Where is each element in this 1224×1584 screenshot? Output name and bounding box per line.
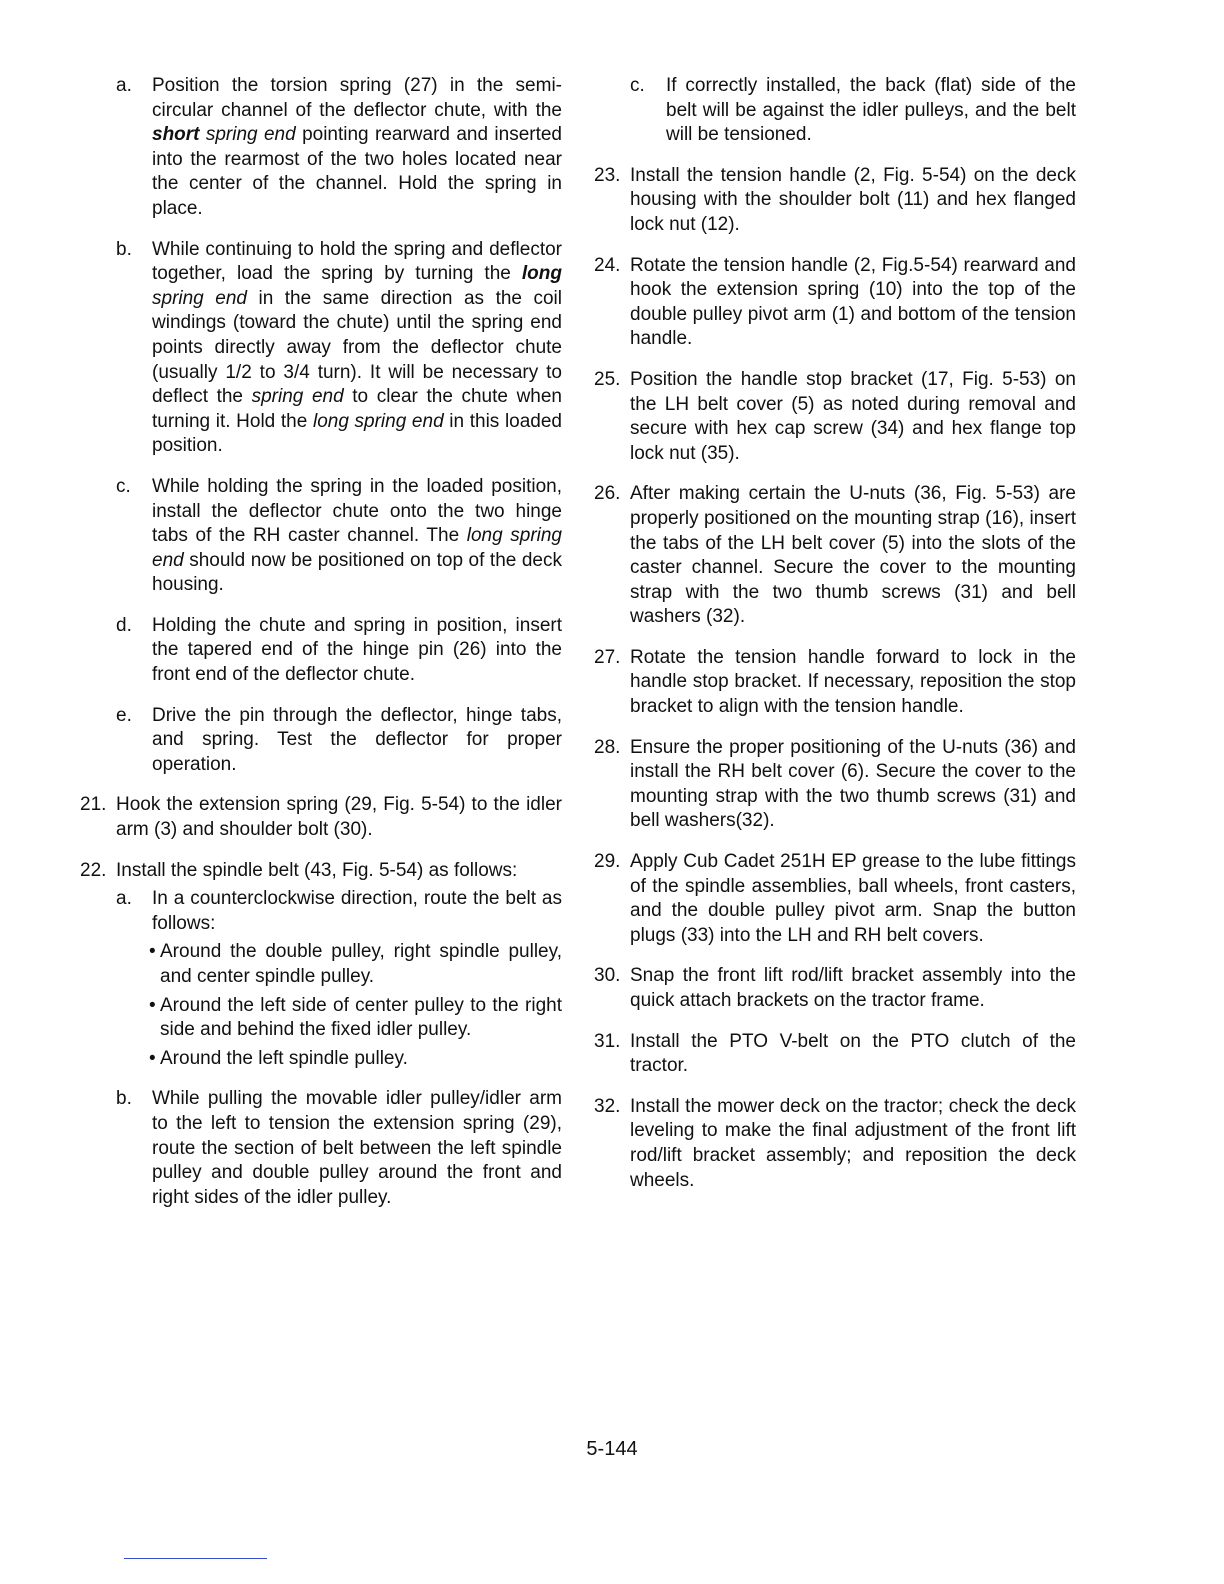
step-text: Install the tension handle (2, Fig. 5-54) on the deck housing with the shoulder bolt (11) and hex flanged lock nut (12). xyxy=(630,164,1076,235)
step-text: should now be positioned on top of the deck housing. xyxy=(152,549,562,596)
step-text: Snap the front lift rod/lift bracket assembly into the quick attach brackets on the tractor frame. xyxy=(630,965,1076,1011)
step-label: 21. xyxy=(80,794,107,816)
step-text: Install the spindle belt (43, Fig. 5-54) as follows: xyxy=(116,859,518,881)
step-28 xyxy=(594,736,1076,834)
step-text: While continuing to hold the spring and deflector together, load the spring by turning the xyxy=(152,238,562,285)
step-label: b. xyxy=(116,1088,132,1110)
step-text: If correctly installed, the back (flat) side of the belt will be against the idler pulleys, and the belt will be tensioned. xyxy=(666,75,1076,146)
step-32 xyxy=(594,1095,1076,1193)
step-20e xyxy=(80,704,562,778)
step-label: 25. xyxy=(594,368,621,390)
step-label: d. xyxy=(116,614,132,636)
step-label: 22. xyxy=(80,859,107,881)
step-text: Ensure the proper positioning of the U-nuts (36) and install the RH belt cover (6). Secure the cover to the mounting strap with the two thumb screws (31) and bell washers(32). xyxy=(630,736,1076,832)
right-column xyxy=(594,74,1076,1209)
step-20b xyxy=(80,238,562,459)
step-24 xyxy=(594,254,1076,352)
belt-route-list xyxy=(80,940,562,1071)
list-item xyxy=(149,1047,562,1072)
step-text: Install the PTO V-belt on the PTO clutch of the tractor. xyxy=(630,1030,1076,1077)
footer-rule xyxy=(124,1558,267,1559)
bullet-icon: • xyxy=(149,941,156,963)
step-label: c. xyxy=(630,75,645,96)
step-text: Position the handle stop bracket (17, Fig. 5-53) on the LH belt cover (5) as noted during removal and secure with hex cap screw (34) and hex flange top lock nut (35). xyxy=(630,368,1076,464)
list-item xyxy=(149,994,562,1043)
step-text: in this loaded position. xyxy=(152,410,562,457)
step-text: Rotate the tension handle forward to lock in the handle stop bracket. If necessary, reposition the stop bracket to align with the tension handle. xyxy=(630,646,1076,718)
step-20a xyxy=(80,74,562,222)
step-text: to clear the chute when turning it. Hold the xyxy=(152,386,562,432)
step-text: After making certain the U-nuts (36, Fig. 5-53) are properly positioned on the mounting strap (16), insert the tabs of the LH belt cover (5) into the slots of the caster channel. Secure the cover to the mounting strap with the two thumb screws (31) and bell washers (32). xyxy=(630,483,1076,628)
emphasis-long-spring-end: long spring end xyxy=(152,525,562,571)
emphasis-long-spring-end: long spring end xyxy=(312,410,444,432)
step-text: Drive the pin through the deflector, hinge tabs, and spring. Test the deflector for proper operation. xyxy=(152,704,562,775)
step-label: 32. xyxy=(594,1095,621,1117)
bullet-icon: • xyxy=(149,994,156,1016)
step-23 xyxy=(594,164,1076,238)
step-text: Apply Cub Cadet 251H EP grease to the lube fittings of the spindle assemblies, ball wheels, front casters, and the double pulley pivot arm. Snap the button plugs (33) into the LH and RH belt covers. xyxy=(630,851,1076,946)
step-text: While pulling the movable idler pulley/idler arm to the left to tension the extension spring (29), route the section of belt between the left spindle pulley and double pulley around the front and right sides of the idler pulley. xyxy=(152,1088,562,1208)
step-label: 26. xyxy=(594,483,621,505)
step-22b xyxy=(80,1087,562,1210)
emphasis-long: long xyxy=(521,263,562,285)
step-text: Holding the chute and spring in position, insert the tapered end of the hinge pin (26) into the front end of the deflector chute. xyxy=(152,614,562,686)
step-text: In a counterclockwise direction, route the belt as follows: xyxy=(152,888,562,934)
step-29 xyxy=(594,850,1076,948)
step-text: Rotate the tension handle (2, Fig.5-54) rearward and hook the extension spring (10) into the top of the double pulley pivot arm (1) and bottom of the tension handle. xyxy=(630,254,1076,350)
step-text: in the same direction as the coil windings (toward the chute) until the spring end points directly away from the deflector chute (usually 1/2 to 3/4 turn). It will be necessary to deflect the xyxy=(152,287,562,408)
emphasis-spring-end: spring end xyxy=(251,386,344,408)
emphasis-short: short xyxy=(152,124,200,146)
step-text: Position the torsion spring (27) in the semi-circular channel of the deflector chute, with the xyxy=(152,75,562,121)
list-item xyxy=(149,940,562,989)
page-number: 5-144 xyxy=(586,1438,638,1460)
step-22c xyxy=(594,74,1076,148)
bullet-icon: • xyxy=(149,1047,156,1069)
step-label: 24. xyxy=(594,254,621,276)
step-30 xyxy=(594,964,1076,1013)
step-label: e. xyxy=(116,704,132,726)
step-text: pointing rearward and inserted into the rearmost of the two holes located near the center of the channel. Hold the spring in place. xyxy=(152,124,563,219)
step-label: 23. xyxy=(594,164,621,186)
step-22a xyxy=(80,887,562,936)
emphasis-spring-end: spring end xyxy=(199,124,296,146)
step-text: Hook the extension spring (29, Fig. 5-54) to the idler arm (3) and shoulder bolt (30). xyxy=(116,794,562,841)
list-item-text: Around the double pulley, right spindle pulley, and center spindle pulley. xyxy=(160,941,562,987)
list-item-text: Around the left side of center pulley to the right side and behind the fixed idler pulley. xyxy=(160,994,562,1041)
step-31 xyxy=(594,1030,1076,1079)
step-label: 31. xyxy=(594,1030,621,1052)
emphasis-spring-end: spring end xyxy=(152,287,247,309)
step-label: 28. xyxy=(594,736,621,758)
step-26 xyxy=(594,482,1076,630)
step-label: 29. xyxy=(594,851,621,873)
list-item-text: Around the left spindle pulley. xyxy=(160,1047,408,1069)
step-20d xyxy=(80,614,562,688)
step-27 xyxy=(594,646,1076,720)
step-label: a. xyxy=(116,888,132,910)
step-label: a. xyxy=(116,75,132,96)
step-label: c. xyxy=(116,475,131,497)
step-22 xyxy=(80,859,562,884)
step-25 xyxy=(594,368,1076,466)
step-label: 30. xyxy=(594,965,621,987)
step-20c xyxy=(80,475,562,598)
step-text: While holding the spring in the loaded position, install the deflector chute onto the two hinge tabs of the RH caster channel. The xyxy=(152,475,562,547)
step-text: Install the mower deck on the tractor; check the deck leveling to make the final adjustment of the front lift rod/lift bracket assembly; and reposition the deck wheels. xyxy=(630,1095,1076,1191)
left-column xyxy=(80,74,562,1226)
step-21 xyxy=(80,793,562,842)
step-label: 27. xyxy=(594,646,621,668)
step-label: b. xyxy=(116,238,132,260)
